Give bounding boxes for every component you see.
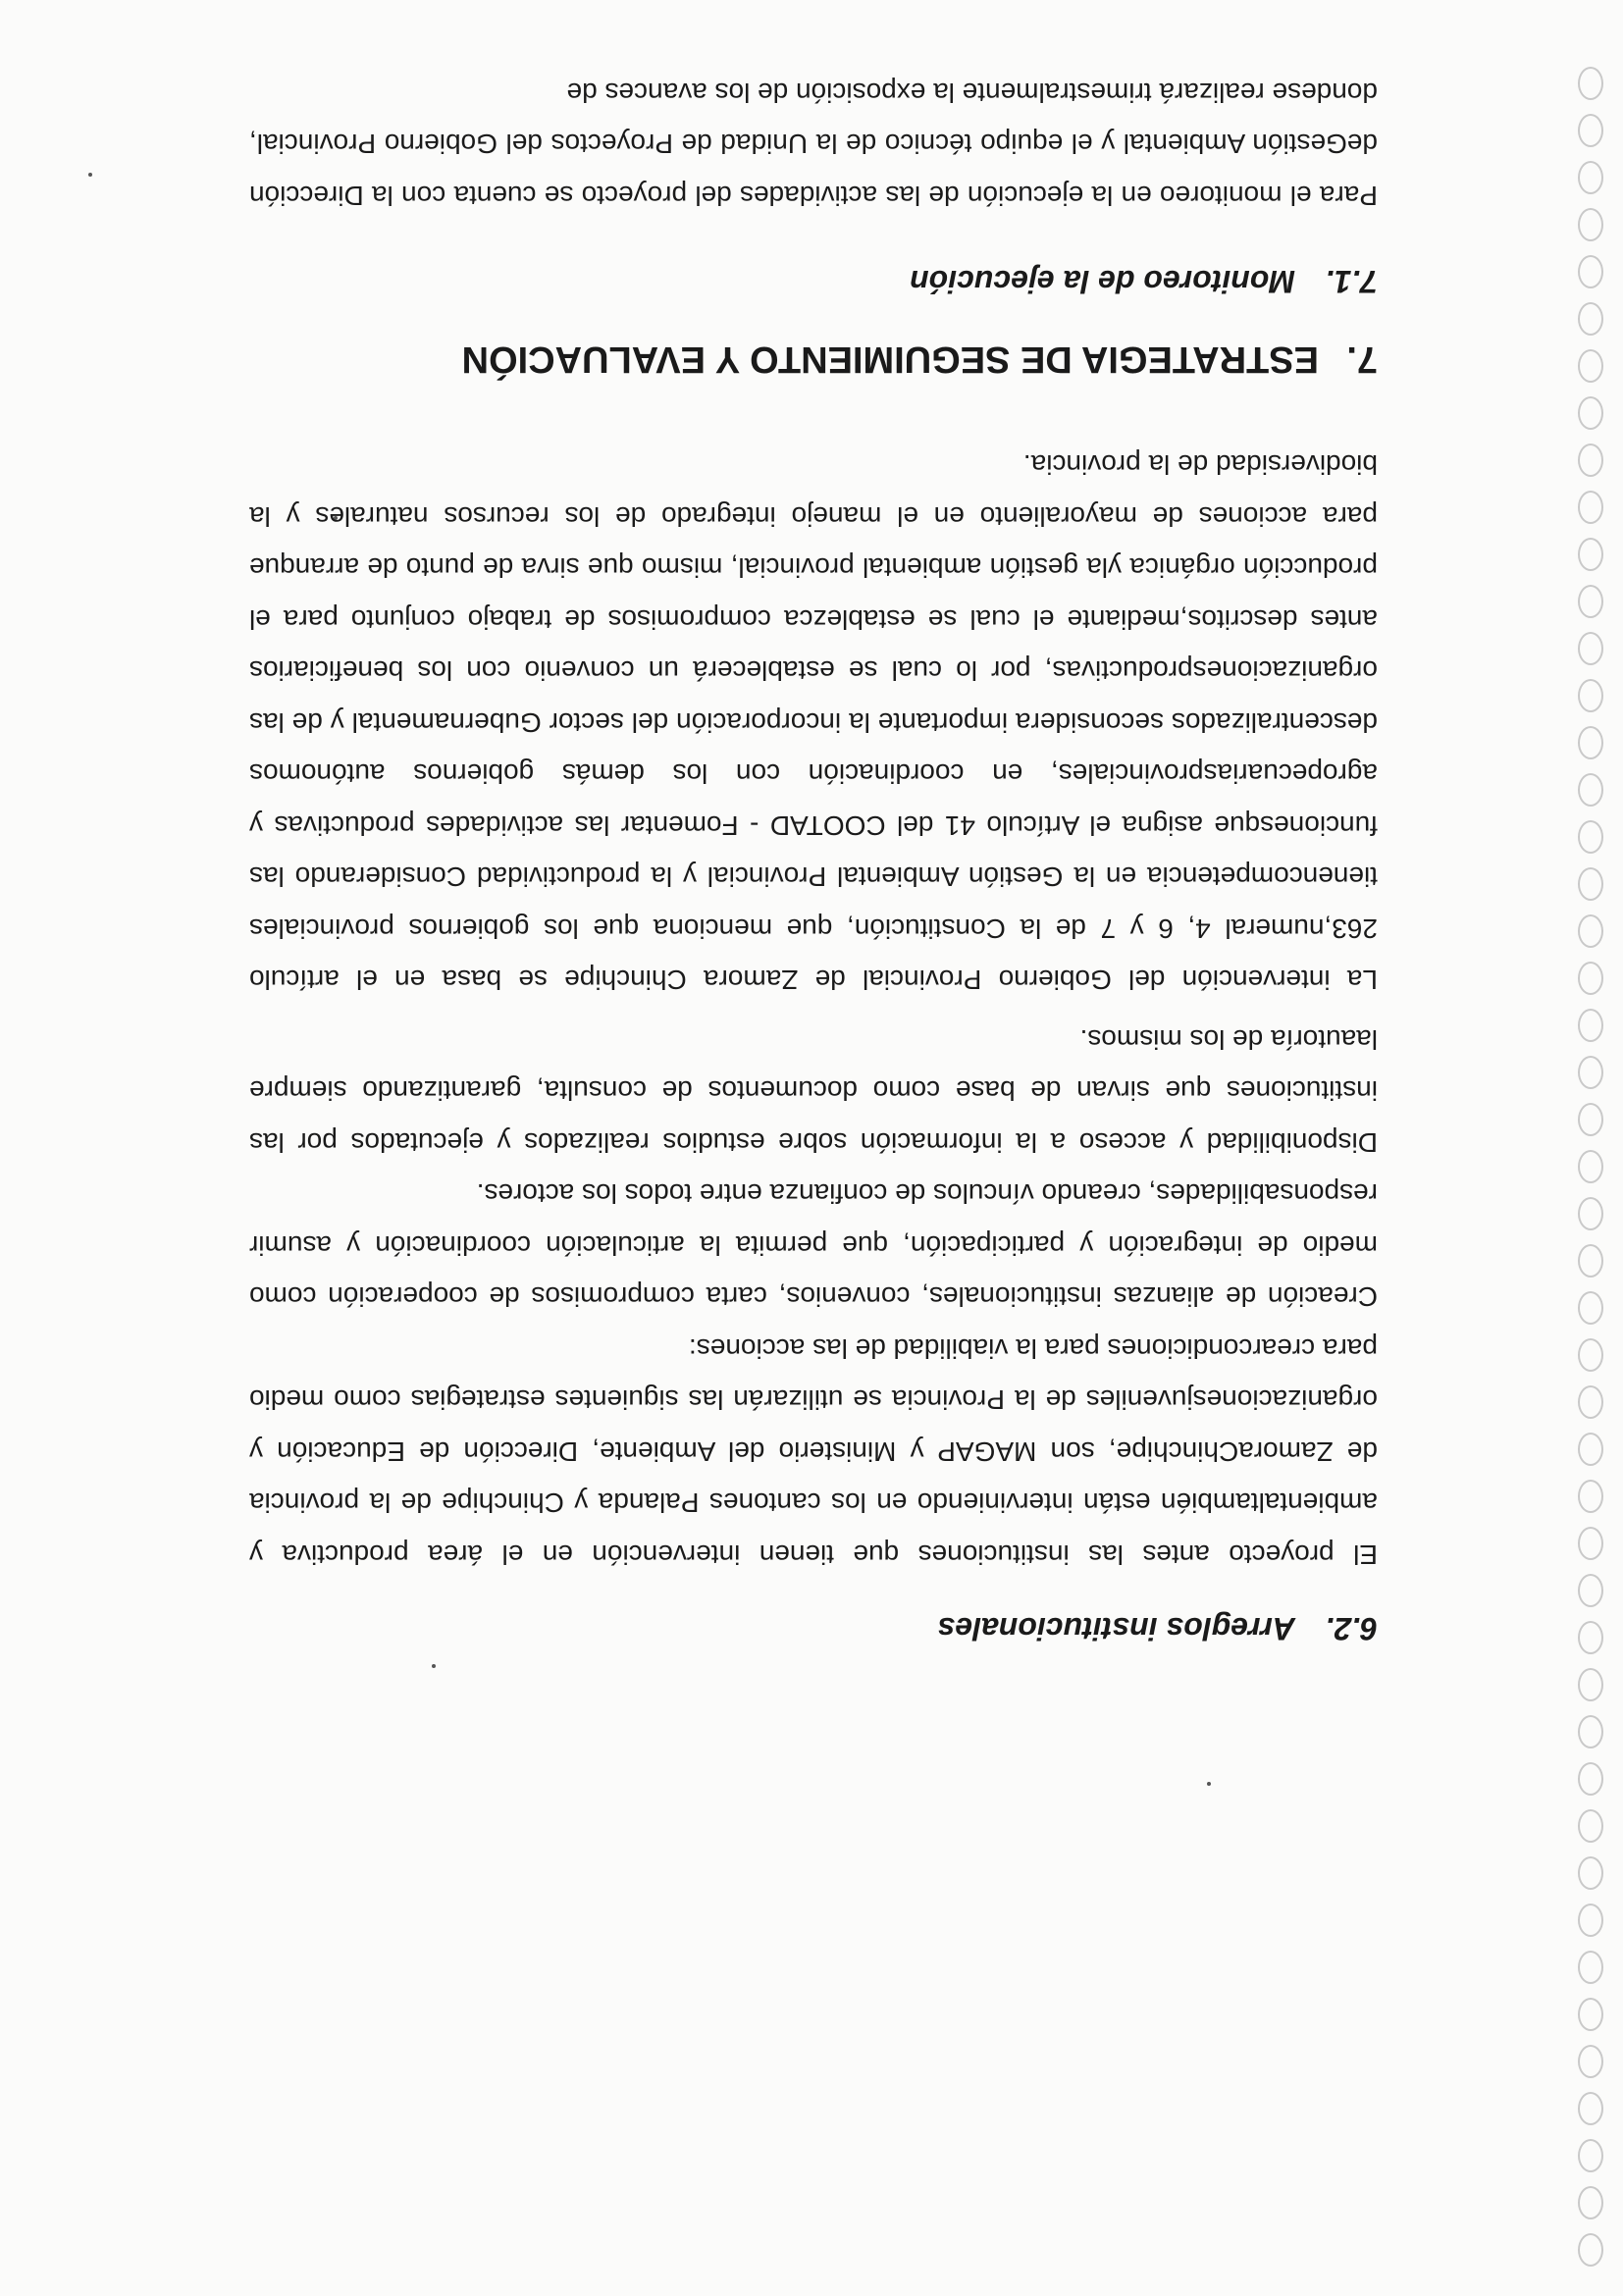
binder-ring (1578, 208, 1603, 241)
section-title: Arreglos institucionales (937, 1611, 1295, 1646)
section-number: 6.2. (1325, 1611, 1378, 1646)
binder-ring (1578, 679, 1603, 712)
binder-ring (1578, 491, 1603, 524)
section-title: ESTRATEGIA DE SEGUIMIENTO Y EVALUACIÓN (461, 339, 1319, 380)
binder-ring (1578, 2045, 1603, 2078)
binder-ring (1578, 2092, 1603, 2125)
binder-ring (1578, 114, 1603, 147)
binder-ring (1578, 1009, 1603, 1042)
section-7-heading (249, 337, 1378, 382)
binder-ring (1578, 1951, 1603, 1984)
binder-ring (1578, 1998, 1603, 2031)
binder-ring (1578, 585, 1603, 618)
binder-ring (1578, 1904, 1603, 1937)
binder-ring (1578, 1856, 1603, 1890)
section-number: 7. (1346, 339, 1378, 380)
binder-ring (1578, 1103, 1603, 1136)
section-title: Monitoreo de la ejecución (910, 264, 1295, 299)
binder-ring (1578, 962, 1603, 995)
binder-ring (1578, 161, 1603, 194)
paragraph: Disponibilidad y acceso a la información sobre estudios realizados y ejecutados por las instituciones que sirvan de base como documentos de consulta, garantizando siempre laautoría de los mismos. (249, 1024, 1378, 1158)
binder-ring (1578, 2186, 1603, 2219)
binder-ring (1578, 1338, 1603, 1372)
binder-ring (1578, 1480, 1603, 1513)
binder-ring (1578, 538, 1603, 571)
scan-speck (432, 1664, 436, 1668)
page-content (249, 67, 1378, 1649)
binder-ring (1578, 1056, 1603, 1089)
binder-ring (1578, 1715, 1603, 1748)
binder-ring (1578, 302, 1603, 336)
binder-ring (1578, 1668, 1603, 1701)
binder-ring (1578, 1433, 1603, 1466)
binder-ring (1578, 914, 1603, 948)
binder-ring (1578, 349, 1603, 383)
binder-ring (1578, 1197, 1603, 1230)
binder-ring (1578, 67, 1603, 100)
binder-ring (1578, 820, 1603, 854)
binder-ring (1578, 2139, 1603, 2172)
binder-ring (1578, 255, 1603, 288)
binder-ring (1578, 632, 1603, 665)
section-7-1-heading (249, 262, 1378, 301)
binder-ring (1578, 1574, 1603, 1607)
binder-ring (1578, 867, 1603, 901)
binder-ring (1578, 1150, 1603, 1183)
scan-speck (88, 173, 92, 177)
section-number: 7.1. (1325, 264, 1378, 299)
binder-ring (1578, 1244, 1603, 1278)
section-6-2-heading (249, 1609, 1378, 1648)
binder-ring (1578, 1762, 1603, 1796)
binder-ring (1578, 726, 1603, 759)
paragraph: Creación de alianzas institucionales, convenios, carta compromisos de cooperación como medio de integración y participación, que permita la articulación coordinación y asumir responsabilidades, creando vínculos de confianza entre todos los actores. (249, 1178, 1378, 1313)
binder-ring (1578, 1291, 1603, 1325)
scan-speck (1207, 1782, 1211, 1786)
binder-ring (1578, 1527, 1603, 1560)
binder-ring (1578, 1809, 1603, 1843)
binder-ring (1578, 2233, 1603, 2267)
binder-ring (1578, 1621, 1603, 1654)
paragraph: La intervención del Gobierno Provincial de Zamora Chinchipe se basa en el artículo 263,numeral 4, 6 y 7 de la Constitución, que menciona que los gobiernos provinciales tienencompetencia en la Gestión Ambiental Provincial y la productividad Considerando las funcionesque asigna el Artículo 41 del COOTAD - Fomentar las actividades productivas y agropecuariasprovinciales, en coordinación con los demás gobiernos autónomos descentralizados seconsidera importante la incorporación del sector Gubernamental y de las organizacionesproductivas, por lo cual se establecerá un convenio con los beneficiarios antes descritos,mediante el cual se establezca compromisos de trabajo conjunto para el producción orgánica yla gestión ambiental provincial, mismo que sirva de punto de arranque para acciones de mayoraliento en el manejo integrado de los recursos naturales y la biodiversidad de la provincia. (249, 449, 1378, 996)
binder-ring (1578, 444, 1603, 477)
binder-rings (1570, 20, 1609, 2267)
paragraph: Para el monitoreo en la ejecución de las actividades del proyecto se cuenta con la Dirección deGestión Ambiental y el equipo técnico de la Unidad de Proyectos del Gobierno Provincial, dondese realizará trimestralmente la exposición de los avances de (249, 78, 1378, 211)
paragraph: El proyecto antes las instituciones que tienen intervención en el área productiva y ambientaltambién están interviniendo en los cantones Palanda y Chinchipe de la provincia de ZamoraChinchipe, son MAGAP y Ministerio del Ambiente, Dirección de Educación y organizacionesjuveniles de la Provincia se utilizarán las siguientes estrategias como medio para crearcondiciones para la viabilidad de las acciones: (249, 1333, 1378, 1570)
binder-ring (1578, 396, 1603, 430)
binder-ring (1578, 1385, 1603, 1419)
binder-ring (1578, 773, 1603, 807)
